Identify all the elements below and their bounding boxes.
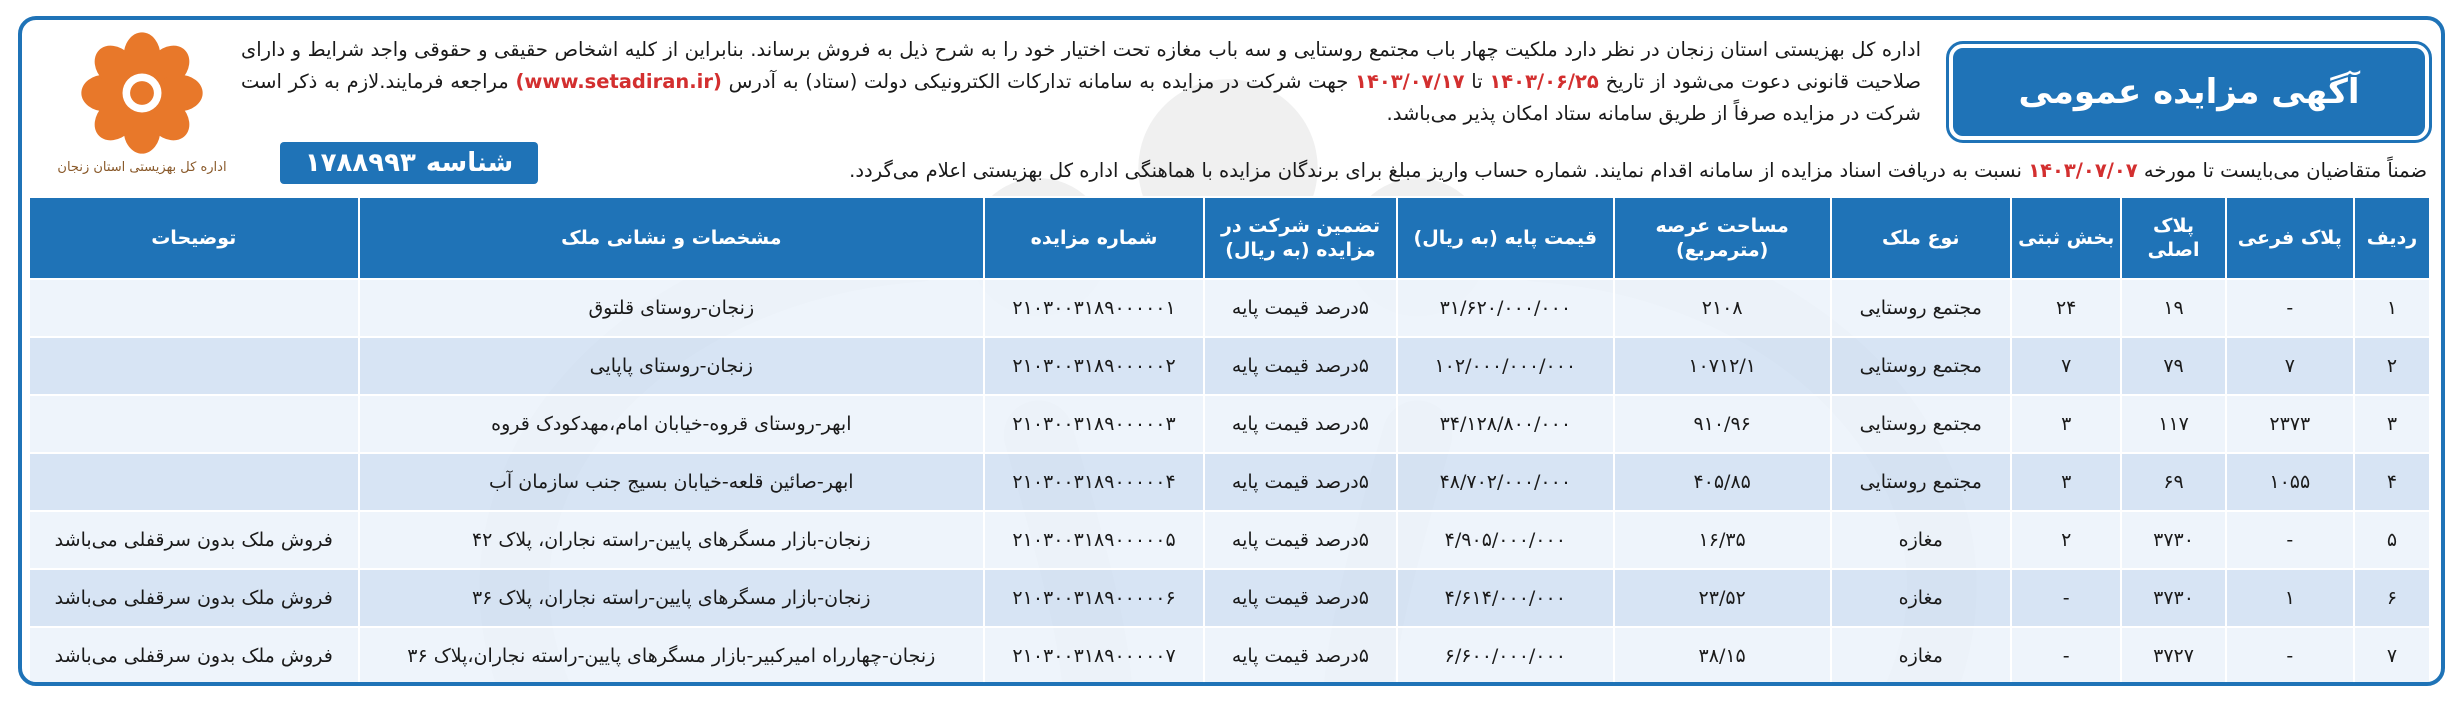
cell-sub-plate: - bbox=[2226, 627, 2354, 685]
cell-registry-section: ۷ bbox=[2011, 337, 2122, 395]
cell-address: ابهر-صائین قلعه-خیابان بسیج جنب سازمان آب bbox=[359, 453, 985, 511]
cell-auction-number: ۲۱۰۳۰۰۳۱۸۹۰۰۰۰۰۳ bbox=[984, 395, 1204, 453]
auction-table bbox=[28, 196, 2431, 686]
cell-area: ۴۰۵/۸۵ bbox=[1614, 453, 1831, 511]
cell-notes: فروش ملک بدون سرقفلی می‌باشد bbox=[29, 627, 359, 685]
header-base-price: قیمت پایه (به ریال) bbox=[1397, 197, 1614, 279]
cell-sub-plate: ۱ bbox=[2226, 569, 2354, 627]
setad-link[interactable]: (www.setadiran.ir) bbox=[515, 70, 722, 93]
table-row bbox=[29, 279, 2430, 337]
cell-area: ۱۶/۳۵ bbox=[1614, 511, 1831, 569]
cell-property-type: مجتمع روستایی bbox=[1831, 395, 2011, 453]
cell-registry-section: - bbox=[2011, 569, 2122, 627]
logo-caption: اداره کل بهزیستی استان زنجان bbox=[57, 160, 227, 175]
cell-sub-plate: ۲۳۷۳ bbox=[2226, 395, 2354, 453]
intro-date-to: ۱۴۰۳/۰۷/۱۷ bbox=[1355, 70, 1465, 93]
cell-property-type: مجتمع روستایی bbox=[1831, 453, 2011, 511]
cell-guarantee: ۵درصد قیمت پایه bbox=[1204, 395, 1397, 453]
cell-address: زنجان-روستای قلتوق bbox=[359, 279, 985, 337]
cell-property-type: مغازه bbox=[1831, 627, 2011, 685]
cell-auction-number: ۲۱۰۳۰۰۳۱۸۹۰۰۰۰۰۵ bbox=[984, 511, 1204, 569]
cell-main-plate: ۳۷۲۷ bbox=[2121, 627, 2225, 685]
cell-registry-section: - bbox=[2011, 627, 2122, 685]
notice-date: ۱۴۰۳/۰۷/۰۷ bbox=[2028, 159, 2138, 182]
cell-auction-number: ۲۱۰۳۰۰۳۱۸۹۰۰۰۰۰۴ bbox=[984, 453, 1204, 511]
header-main-plate: پلاک اصلی bbox=[2121, 197, 2225, 279]
cell-base-price: ۴/۶۱۴/۰۰۰/۰۰۰ bbox=[1397, 569, 1614, 627]
cell-row-number: ۷ bbox=[2354, 627, 2430, 685]
cell-property-type: مجتمع روستایی bbox=[1831, 279, 2011, 337]
header-auction-number: شماره مزایده bbox=[984, 197, 1204, 279]
header-property-type: نوع ملک bbox=[1831, 197, 2011, 279]
cell-sub-plate: - bbox=[2226, 279, 2354, 337]
intro-text: تا bbox=[1471, 70, 1483, 93]
table-row bbox=[29, 395, 2430, 453]
cell-guarantee: ۵درصد قیمت پایه bbox=[1204, 627, 1397, 685]
cell-auction-number: ۲۱۰۳۰۰۳۱۸۹۰۰۰۰۰۷ bbox=[984, 627, 1204, 685]
table-row bbox=[29, 337, 2430, 395]
notice-text: ضمناً متقاضیان می‌بایست تا مورخه bbox=[2143, 159, 2427, 182]
cell-guarantee: ۵درصد قیمت پایه bbox=[1204, 569, 1397, 627]
cell-auction-number: ۲۱۰۳۰۰۳۱۸۹۰۰۰۰۰۲ bbox=[984, 337, 1204, 395]
cell-guarantee: ۵درصد قیمت پایه bbox=[1204, 337, 1397, 395]
cell-base-price: ۴۸/۷۰۲/۰۰۰/۰۰۰ bbox=[1397, 453, 1614, 511]
cell-row-number: ۵ bbox=[2354, 511, 2430, 569]
cell-guarantee: ۵درصد قیمت پایه bbox=[1204, 511, 1397, 569]
cell-main-plate: ۱۱۷ bbox=[2121, 395, 2225, 453]
cell-registry-section: ۲ bbox=[2011, 511, 2122, 569]
deadline-notice bbox=[567, 156, 2427, 186]
cell-area: ۱۰۷۱۲/۱ bbox=[1614, 337, 1831, 395]
cell-base-price: ۳۱/۶۲۰/۰۰۰/۰۰۰ bbox=[1397, 279, 1614, 337]
notice-text: نسبت به دریافت اسناد مزایده از سامانه اقدام نمایند. شماره حساب واریز مبلغ برای برندگان مزایده با هماهنگی اداره کل بهزیستی اعلام می‌گردد. bbox=[849, 159, 2022, 182]
cell-address: زنجان-چهارراه امیرکبیر-بازار مسگرهای پایین-راسته نجاران،پلاک ۳۶ bbox=[359, 627, 985, 685]
cell-area: ۲۱۰۸ bbox=[1614, 279, 1831, 337]
intro-text: مراجعه فرمایند.لازم به ذکر است شرکت در مزایده صرفاً از طریق سامانه ستاد امکان پذیر می‌باشد. bbox=[241, 70, 1921, 125]
header-address: مشخصات و نشانی ملک bbox=[359, 197, 985, 279]
cell-address: زنجان-بازار مسگرهای پایین-راسته نجاران، پلاک ۳۶ bbox=[359, 569, 985, 627]
cell-notes: فروش ملک بدون سرقفلی می‌باشد bbox=[29, 569, 359, 627]
header-registry-section: بخش ثبتی bbox=[2011, 197, 2122, 279]
cell-row-number: ۴ bbox=[2354, 453, 2430, 511]
cell-auction-number: ۲۱۰۳۰۰۳۱۸۹۰۰۰۰۰۱ bbox=[984, 279, 1204, 337]
cell-main-plate: ۱۹ bbox=[2121, 279, 2225, 337]
cell-property-type: مغازه bbox=[1831, 511, 2011, 569]
header-row-number: ردیف bbox=[2354, 197, 2430, 279]
cell-address: زنجان-روستای پاپایی bbox=[359, 337, 985, 395]
cell-area: ۳۸/۱۵ bbox=[1614, 627, 1831, 685]
cell-registry-section: ۲۴ bbox=[2011, 279, 2122, 337]
cell-notes: فروش ملک بدون سرقفلی می‌باشد bbox=[29, 511, 359, 569]
page-title: آگهی مزایده عمومی bbox=[1949, 44, 2429, 140]
intro-date-from: ۱۴۰۳/۰۶/۲۵ bbox=[1489, 70, 1599, 93]
cell-row-number: ۱ bbox=[2354, 279, 2430, 337]
cell-row-number: ۲ bbox=[2354, 337, 2430, 395]
id-value: ۱۷۸۸۹۹۳ bbox=[304, 148, 416, 178]
table-row bbox=[29, 569, 2430, 627]
id-label: شناسه bbox=[425, 148, 514, 178]
table-header-row bbox=[29, 197, 2430, 279]
cell-main-plate: ۶۹ bbox=[2121, 453, 2225, 511]
intro-paragraph bbox=[241, 34, 1921, 130]
table-row bbox=[29, 453, 2430, 511]
cell-base-price: ۶/۶۰۰/۰۰۰/۰۰۰ bbox=[1397, 627, 1614, 685]
cell-main-plate: ۳۷۳۰ bbox=[2121, 569, 2225, 627]
cell-notes bbox=[29, 279, 359, 337]
cell-address: ابهر-روستای قروه-خیابان امام،مهدکودک قروه bbox=[359, 395, 985, 453]
cell-guarantee: ۵درصد قیمت پایه bbox=[1204, 279, 1397, 337]
cell-main-plate: ۷۹ bbox=[2121, 337, 2225, 395]
header-sub-plate: پلاک فرعی bbox=[2226, 197, 2354, 279]
header-guarantee: تضمین شرکت در مزایده (به ریال) bbox=[1204, 197, 1397, 279]
cell-row-number: ۳ bbox=[2354, 395, 2430, 453]
cell-row-number: ۶ bbox=[2354, 569, 2430, 627]
cell-registry-section: ۳ bbox=[2011, 453, 2122, 511]
organization-logo bbox=[52, 28, 232, 196]
table-row bbox=[29, 511, 2430, 569]
behzisti-flower-logo-icon bbox=[77, 28, 207, 158]
id-badge bbox=[280, 142, 538, 184]
cell-property-type: مغازه bbox=[1831, 569, 2011, 627]
cell-sub-plate: - bbox=[2226, 511, 2354, 569]
header-notes: توضیحات bbox=[29, 197, 359, 279]
cell-sub-plate: ۱۰۵۵ bbox=[2226, 453, 2354, 511]
cell-registry-section: ۳ bbox=[2011, 395, 2122, 453]
intro-text: جهت شرکت در مزایده به سامانه تدارکات الکترونیکی دولت (ستاد) به آدرس bbox=[728, 70, 1349, 93]
cell-base-price: ۴/۹۰۵/۰۰۰/۰۰۰ bbox=[1397, 511, 1614, 569]
cell-sub-plate: ۷ bbox=[2226, 337, 2354, 395]
cell-notes bbox=[29, 395, 359, 453]
cell-base-price: ۳۴/۱۲۸/۸۰۰/۰۰۰ bbox=[1397, 395, 1614, 453]
table-row bbox=[29, 627, 2430, 685]
cell-property-type: مجتمع روستایی bbox=[1831, 337, 2011, 395]
intro-text: اداره کل بهزیستی استان زنجان در نظر دارد ملکیت چهار باب مجتمع روستایی و سه باب مغازه تحت اختیار خود را به شرح ذیل به فروش برساند. بنابراین از کلیه اشخاص حقیقی و حقوقی واجد شرایط و دارای صلاحیت قانونی دعوت می‌شود از تاریخ bbox=[241, 38, 1922, 93]
notice-frame bbox=[18, 16, 2445, 686]
cell-main-plate: ۳۷۳۰ bbox=[2121, 511, 2225, 569]
cell-area: ۲۳/۵۲ bbox=[1614, 569, 1831, 627]
header-area: مساحت عرصه (مترمربع) bbox=[1614, 197, 1831, 279]
cell-address: زنجان-بازار مسگرهای پایین-راسته نجاران، پلاک ۴۲ bbox=[359, 511, 985, 569]
cell-area: ۹۱۰/۹۶ bbox=[1614, 395, 1831, 453]
cell-auction-number: ۲۱۰۳۰۰۳۱۸۹۰۰۰۰۰۶ bbox=[984, 569, 1204, 627]
cell-guarantee: ۵درصد قیمت پایه bbox=[1204, 453, 1397, 511]
cell-base-price: ۱۰۲/۰۰۰/۰۰۰/۰۰۰ bbox=[1397, 337, 1614, 395]
cell-notes bbox=[29, 337, 359, 395]
cell-notes bbox=[29, 453, 359, 511]
